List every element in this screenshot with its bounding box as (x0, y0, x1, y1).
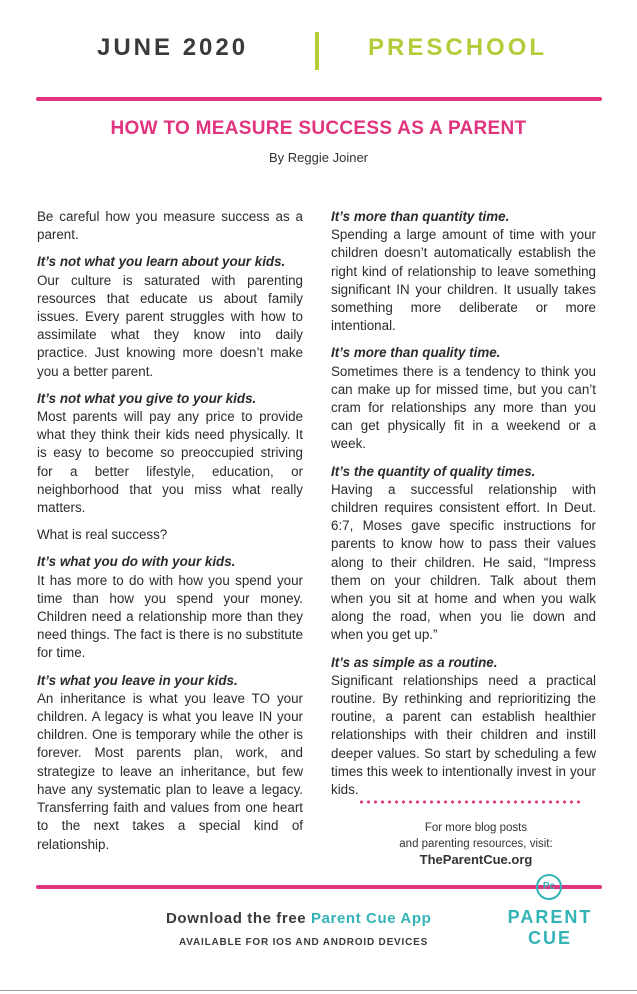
section-quality (331, 344, 596, 453)
section-body: Spending a large amount of time with your children doesn’t automatically establish the right kind of relationship to leave something significant IN your children. It usually takes something more deliberate or more intentional. (331, 227, 596, 334)
section-quantity (331, 208, 596, 335)
section-give (37, 390, 303, 517)
section-quantity-of-quality (331, 463, 596, 645)
left-column (37, 208, 303, 863)
section-leave (37, 672, 303, 854)
download-prefix: Download the free (166, 910, 307, 927)
section-heading: It’s not what you learn about your kids. (37, 254, 286, 270)
logo-word-parent: PARENT (507, 907, 593, 927)
section-body: Sometimes there is a tendency to think you can make up for missed time, but you can’t cram for relationships any more than you can get physically fit in a weekend or a week. (331, 363, 596, 452)
question-paragraph: What is real success? (37, 527, 168, 543)
section-body: Our culture is saturated with parenting resources that educate us about family issues. Every parent struggles with how to assimilate what they know into daily practice. Just knowing more doesn’t make you a better parent. (37, 272, 303, 379)
section-do (37, 553, 303, 662)
intro-paragraph: Be careful how you measure success as a parent. (37, 209, 303, 243)
article-byline: By Reggie Joiner (269, 150, 368, 165)
section-body: Having a successful relationship with children requires consistent effort. In Deut. 6:7, Moses gave specific instructions for parents to know how to pass their values along to their children. He said, “Impress them on your children. Talk about them when you sit at home and when you walk along the road, when you lie down and when you get up.” (331, 481, 596, 643)
app-name[interactable]: Parent Cue App (311, 910, 432, 927)
section-body: An inheritance is what you leave TO your children. A legacy is what you leave IN your children. One is temporary while the other is forever. Most parents plan, work, and strategize to leave an inheritance, but few have any systematic plan to leave a legacy. Transferring faith and values from one heart to the next takes a special kind of relationship. (37, 690, 303, 852)
issue-month: JUNE 2020 (97, 34, 249, 61)
more-line-2: and parenting resources, visit: (399, 838, 553, 850)
section-heading: It’s more than quality time. (331, 345, 501, 361)
section-heading: It’s the quantity of quality times. (331, 463, 536, 479)
article-title: HOW TO MEASURE SUCCESS AS A PARENT (110, 118, 527, 139)
more-line-1: For more blog posts (424, 822, 528, 834)
page-bottom-border (0, 990, 637, 991)
logo-word-cue: CUE (527, 928, 572, 948)
right-column (331, 208, 596, 808)
logo-mark-icon: Pc (536, 874, 562, 900)
section-heading: It’s more than quantity time. (331, 209, 510, 224)
top-rule (36, 97, 602, 101)
parent-cue-logo (505, 874, 595, 954)
header-divider (315, 32, 319, 70)
platforms-note: AVAILABLE FOR IOS AND ANDROID DEVICES (179, 937, 429, 948)
grade-label: PRESCHOOL (368, 34, 548, 61)
section-body: It has more to do with how you spend your time than how you spend your money. Children need a relationship more than they need things. The fact is there is no substitute for time. (37, 572, 303, 661)
section-body: Most parents will pay any price to provide what they think their kids need physically. It is easy to become so preoccupied striving for a better lifestyle, education, or neighborhood that you miss what really matters. (37, 409, 303, 516)
section-heading: It’s as simple as a routine. (331, 654, 498, 670)
dotted-divider (358, 800, 584, 804)
section-learn (37, 253, 303, 380)
section-heading: It’s what you do with your kids. (37, 554, 236, 570)
section-heading: It’s what you leave in your kids. (37, 672, 238, 688)
section-routine (331, 654, 596, 800)
page-header (0, 0, 637, 90)
website-link[interactable]: TheParentCue.org (419, 852, 533, 867)
more-resources (348, 820, 604, 868)
download-callout (166, 910, 431, 927)
section-body: Significant relationships need a practical routine. By rethinking and reprioritizing the routine, a parent can establish healthier relationships with their children and instill deeper values. So start by scheduling a few times this week to intentionally invest in your kids. (331, 672, 596, 798)
section-heading: It’s not what you give to your kids. (37, 390, 257, 406)
